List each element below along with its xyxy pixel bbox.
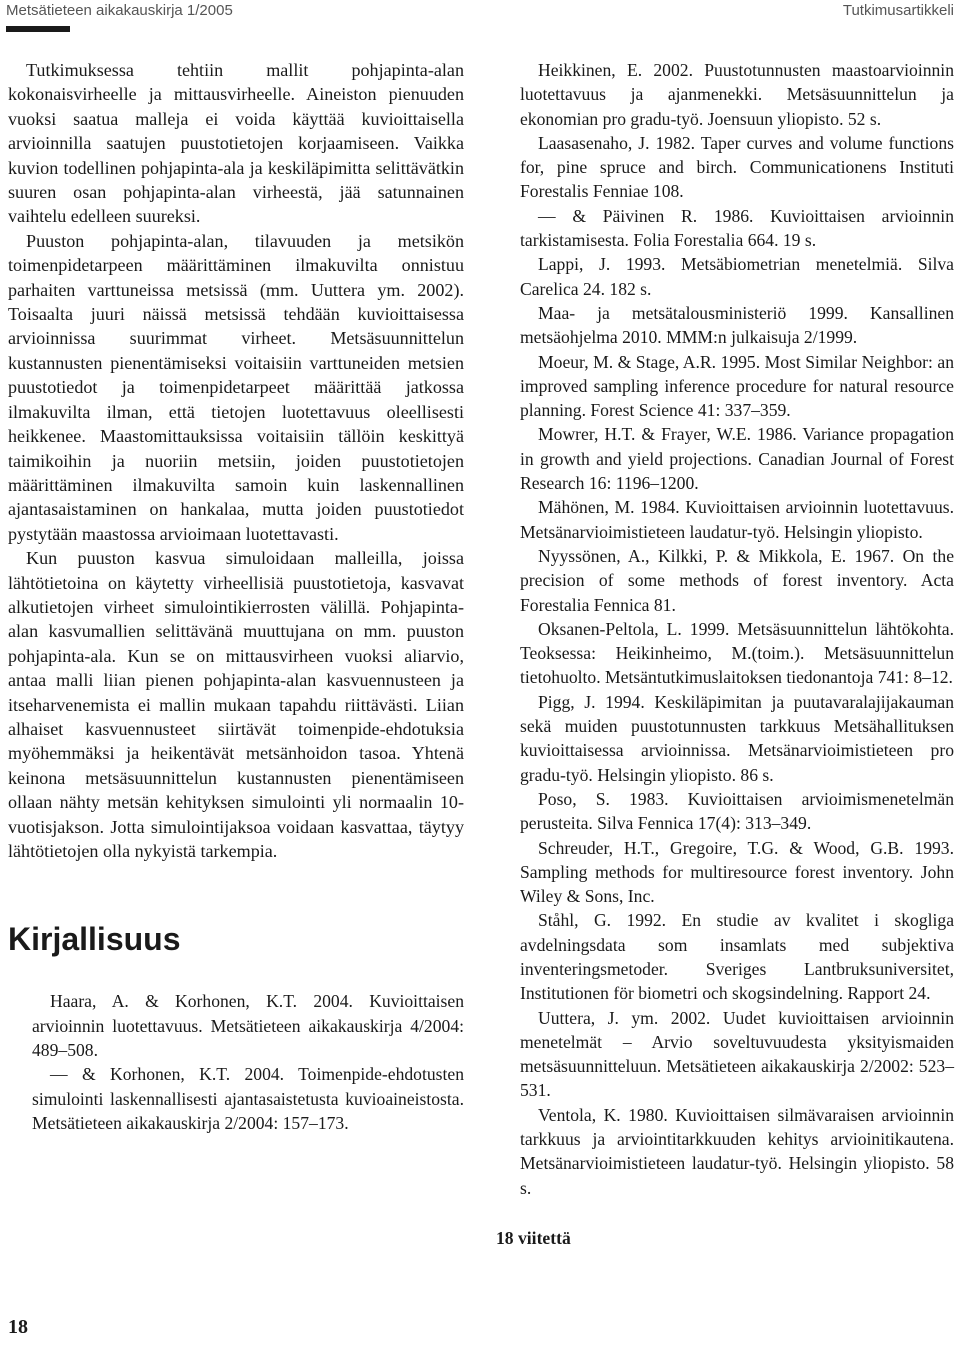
journal-title: Metsätieteen aikakauskirja 1/2005 bbox=[6, 2, 233, 19]
reference-count: 18 viitettä bbox=[496, 1227, 571, 1248]
reference-item: Moeur, M. & Stage, A.R. 1995. Most Similar Neighbor: an improved sampling inference procedure for natural resource planning. Forest Science 41: 337–359. bbox=[520, 351, 954, 421]
reference-item: Ventola, K. 1980. Kuvioittaisen silmävaraisen arvioinnin tarkkuus ja arviointitarkkuuden kehitys arvioinitikautena. Metsänarvioimistieteen laudatur-työ. Helsingin yliopisto. 58 s. bbox=[520, 1104, 954, 1198]
reference-item: Haara, A. & Korhonen, K.T. 2004. Kuvioittaisen arvioinnin luotettavuus. Metsätieteen aikakauskirja 4/2004: 489–508. bbox=[32, 991, 464, 1060]
reference-item: Uuttera, J. ym. 2002. Uudet kuvioittaisen arvioinnin menetelmät – Arvio soveltuvuudesta yksityismaiden metsäsuunnitteluun. Metsätieteen aikakauskirja 2/2002: 523–531. bbox=[520, 1007, 954, 1101]
left-column bbox=[8, 58, 464, 1135]
reference-item: Schreuder, H.T., Gregoire, T.G. & Wood, G.B. 1993. Sampling methods for multiresource forest inventory. John Wiley & Sons, Inc. bbox=[520, 837, 954, 907]
reference-item: Mowrer, H.T. & Frayer, W.E. 1986. Variance propagation in growth and yield projections. Canadian Journal of Forest Research 16: 1196–1200. bbox=[520, 424, 954, 494]
page-number: 18 bbox=[8, 1316, 28, 1338]
reference-item: Mähönen, M. 1984. Kuvioittaisen arvioinnin luotettavuus. Metsänarvioimistieteen laudatur-työ. Helsingin yliopisto. bbox=[520, 497, 954, 542]
body-paragraph: Tutkimuksessa tehtiin mallit pohjapinta-alan kokonaisvirheelle ja mittausvirheelle. Aineiston pienuuden vuoksi saatua malleja ei voida käyttää kuvioittaisella arvioinnilla saatujen puustotietojen korjaamiseen. Vaikka kuvion todellinen pohjapinta-ala ja keskiläpimitta selittävätkin suuren osan pohjapinta-alan virheestä, jää satunnainen vaihtelu edelleen suureksi. bbox=[8, 60, 464, 227]
running-header bbox=[6, 0, 954, 26]
article-type: Tutkimusartikkeli bbox=[842, 2, 954, 19]
reference-item: Laasasenaho, J. 1982. Taper curves and volume functions for, pine spruce and birch. Communicationens Instituti Forestalis Fenniae 108. bbox=[520, 132, 954, 202]
right-column bbox=[496, 58, 954, 1250]
reference-item: — & Korhonen, K.T. 2004. Toimenpide-ehdotusten simulointi laskennallisesti ajantasaistetusta kuvioaineistosta. Metsätieteen aikakauskirja 2/2004: 157–173. bbox=[32, 1064, 464, 1133]
body-paragraph: Puuston pohjapinta-alan, tilavuuden ja metsikön toimenpidetarpeen määrittäminen ilmakuvilta onnistuu parhaiten varttuneissa metsissä (mm. Uuttera ym. 2002). Toisaalta juuri näissä metsissä tehdään kuvioittaisessa arvioinnissa suurimmat virheet. Metsäsuunnittelun kustannusten pienentämiseksi voitaisiin varttuneiden metsien puustotiedot ja toimenpidetarpeet määrittää jatkossa ilmakuvilta ilman, että tietojen luotettavuus oleellisesti heikkenee. Maastomittauksissa voitaisiin tällöin keskittyä taimikoihin ja nuoriin metsiin, joiden puustotietojen määrittäminen ilmakuvilta samoin kuin laskennallinen ajantasaistaminen on hankalaa, mutta joiden puustotiedot pystytään maastossa arvioimaan luotettavasti. bbox=[8, 230, 464, 544]
reference-item: Oksanen-Peltola, L. 1999. Metsäsuunnittelun lähtökohta. Teoksessa: Heikinheimo, M.(toim.). Metsäsuunnittelun tietohuolto. Metsäntutkimuslaitoksen tiedonantoja 741: 8–12. bbox=[520, 618, 954, 688]
header-rule bbox=[6, 26, 70, 32]
reference-item: Heikkinen, E. 2002. Puustotunnusten maastoarvioinnin luotettavuus ja ajanmenekki. Metsäsuunnittelun ja ekonomian pro gradu-työ. Joensuun yliopisto. 52 s. bbox=[520, 60, 954, 129]
reference-item: Pigg, J. 1994. Keskiläpimitan ja puutavaralajijakauman sekä muiden puustotunnusten tarkkuus Metsähallituksen kuvioittaisessa arvioinnissa. Metsänarvioimistieteen pro gradu-työ. Helsingin yliopisto. 86 s. bbox=[520, 691, 954, 785]
reference-item: Poso, S. 1983. Kuvioittaisen arvioimismenetelmän perusteita. Silva Fennica 17(4): 313–349. bbox=[520, 788, 954, 834]
reference-item: Nyyssönen, A., Kilkki, P. & Mikkola, E. 1967. On the precision of some methods of forest inventory. Acta Forestalia Fennica 81. bbox=[520, 545, 954, 615]
reference-item: — & Päivinen R. 1986. Kuvioittaisen arvioinnin tarkistamisesta. Folia Forestalia 664. 19 s. bbox=[520, 205, 954, 251]
references-heading: Kirjallisuus bbox=[8, 921, 181, 958]
reference-item: Ståhl, G. 1992. En studie av kvalitet i skogliga avdelningsdata som insamlats med subjektiva inventeringsmetoder. Sveriges Lantbruksuniversitet, Institutionen för biometri och skogsindelning. Rapport 24. bbox=[520, 910, 954, 1004]
reference-item: Lappi, J. 1993. Metsäbiometrian menetelmiä. Silva Carelica 24. 182 s. bbox=[520, 254, 954, 299]
body-paragraph: Kun puuston kasvua simuloidaan malleilla, joissa lähtötietoina on käytetty virheellisiä puustotietoja, kasvavat alkutietojen virheet simulointikierrosten välillä. Pohjapinta-alan kasvumallien selittävänä muuttujana on mm. puuston pohjapinta-ala. Kun se on mittausvirheen vuoksi aliarvio, antaa malli liian pienen pohjapinta-alan kasvuennusteen ja itseharvenemista ei mallin mukaan tapahdu riittävästi. Liian alhaiset kasvuennusteet siirtävät toimenpide-ehdotuksia myöhemmäksi ja heikentävät metsänhoidon tasoa. Yhtenä keinona metsäsuunnittelun kustannusten pienentämiseen ollaan nähty metsän kehityksen simulointi yli normaalin 10-vuotisjakson. Jotta simulointijaksoa voidaan kasvattaa, täytyy lähtötietojen olla nykyistä tarkempia. bbox=[8, 548, 464, 861]
reference-item: Maa- ja metsätalousministeriö 1999. Kansallinen metsäohjelma 2010. MMM:n julkaisuja 2/1999. bbox=[520, 302, 954, 348]
